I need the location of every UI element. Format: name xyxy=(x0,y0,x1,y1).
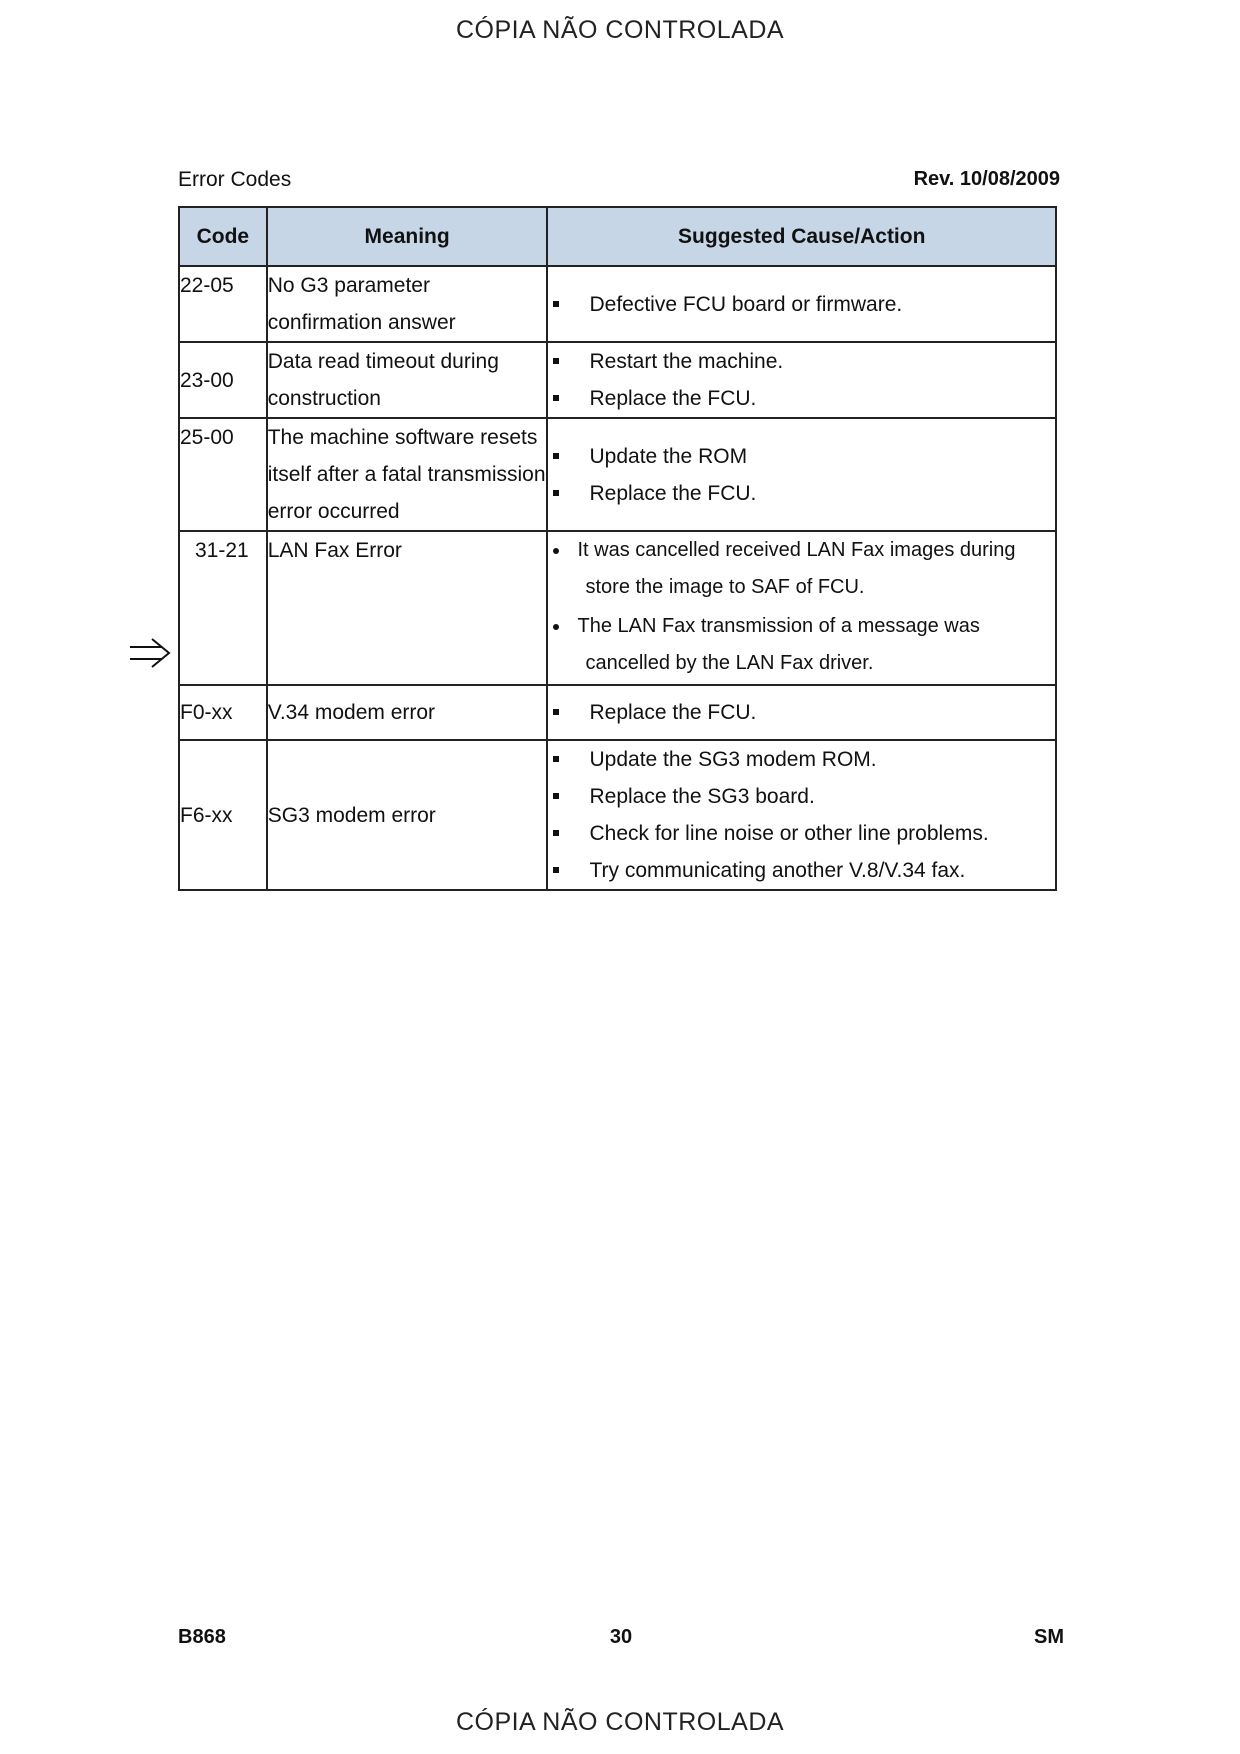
suggested-action xyxy=(547,740,1056,890)
revision-date: Rev. 10/08/2009 xyxy=(913,168,1060,190)
table-row xyxy=(179,685,1056,740)
column-header-code: Code xyxy=(179,207,267,266)
watermark-bottom: CÓPIA NÃO CONTROLADA xyxy=(455,1708,785,1736)
error-meaning: SG3 modem error xyxy=(267,740,548,890)
error-codes-table xyxy=(178,206,1057,891)
model-number: B868 xyxy=(178,1626,226,1648)
suggested-action xyxy=(547,531,1056,685)
error-code: 31-21 xyxy=(179,531,267,685)
action-item-continuation: cancelled by the LAN Fax driver. xyxy=(585,652,874,674)
error-meaning: No G3 parameter confirmation answer xyxy=(267,266,548,342)
manual-type: SM xyxy=(1034,1626,1064,1648)
table-header-row xyxy=(179,207,1056,266)
action-item-continuation: store the image to SAF of FCU. xyxy=(585,576,865,598)
table-row xyxy=(179,266,1056,342)
error-meaning: LAN Fax Error xyxy=(267,531,548,685)
table-row xyxy=(179,342,1056,418)
error-meaning: V.34 modem error xyxy=(267,685,548,740)
action-item-line: It was cancelled received LAN Fax images during xyxy=(577,539,1016,561)
action-item: Update the ROM xyxy=(548,438,1055,475)
error-meaning: Data read timeout during construction xyxy=(267,342,548,418)
suggested-action xyxy=(547,418,1056,531)
table-row xyxy=(179,531,1056,685)
suggested-action xyxy=(547,685,1056,740)
action-item: Replace the SG3 board. xyxy=(548,778,1055,815)
table-row xyxy=(179,740,1056,890)
action-item: Replace the FCU. xyxy=(548,475,1055,512)
error-code: F6-xx xyxy=(179,740,267,890)
action-item xyxy=(548,608,1055,682)
action-item: Replace the FCU. xyxy=(548,380,1055,417)
error-meaning: The machine software resets itself after a fatal transmission error occurred xyxy=(267,418,548,531)
action-item: Update the SG3 modem ROM. xyxy=(548,741,1055,778)
action-item: Restart the machine. xyxy=(548,343,1055,380)
error-code: 23-00 xyxy=(179,342,267,418)
table-row xyxy=(179,418,1056,531)
section-title: Error Codes xyxy=(178,168,292,191)
suggested-action xyxy=(547,266,1056,342)
suggested-action xyxy=(547,342,1056,418)
column-header-action: Suggested Cause/Action xyxy=(547,207,1056,266)
action-item xyxy=(548,532,1055,606)
watermark-top: CÓPIA NÃO CONTROLADA xyxy=(455,16,785,44)
error-code: 22-05 xyxy=(179,266,267,342)
double-right-arrow-icon xyxy=(128,638,172,668)
action-item: Replace the FCU. xyxy=(548,694,1055,731)
page-number: 30 xyxy=(609,1626,633,1648)
error-code: F0-xx xyxy=(179,685,267,740)
action-item: Check for line noise or other line problems. xyxy=(548,815,1055,852)
column-header-meaning: Meaning xyxy=(267,207,548,266)
action-item-line: The LAN Fax transmission of a message was xyxy=(577,615,980,637)
action-item: Try communicating another V.8/V.34 fax. xyxy=(548,852,1055,889)
action-item: Defective FCU board or firmware. xyxy=(548,286,1055,323)
error-code: 25-00 xyxy=(179,418,267,531)
